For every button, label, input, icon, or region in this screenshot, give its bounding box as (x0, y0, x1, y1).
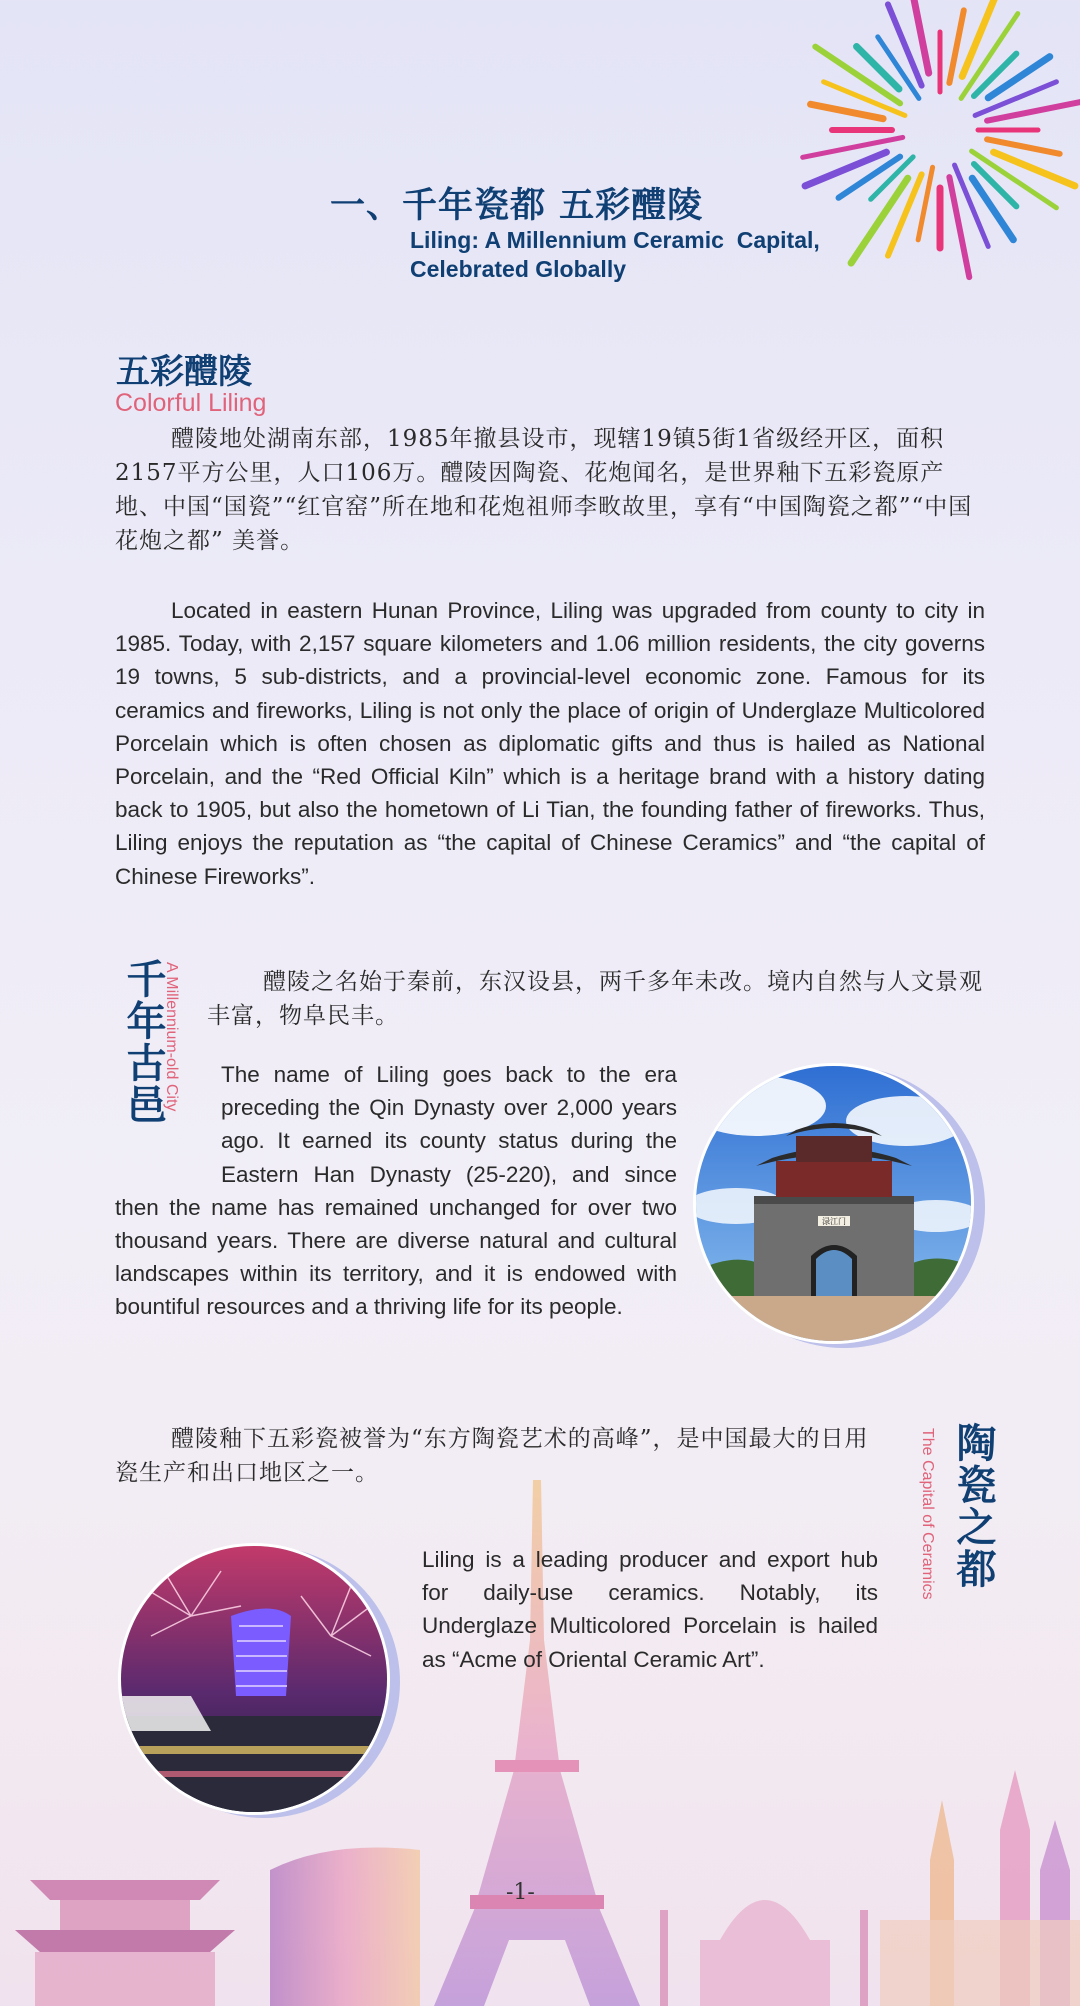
intro-paragraph-en: Located in eastern Hunan Province, Liling was upgraded from county to city in 1985. Today, with 2,157 square kilometers and 1.06 million residents, the city governs 19 towns, 5 sub-districts, and a provincial-level economic zone. Famous for its ceramics and fireworks, Liling is not only the place of origin of Underglaze Multicolored Porcelain which is often chosen as diplomatic gifts and thus is hailed as National Porcelain, and the “Red Official Kiln” which is a heritage brand with a history dating back to 1905, but also the hometown of Li Tian, the founding father of fireworks. Thus, Liling enjoys the reputation as “the capital of Chinese Ceramics” and “the capital of Chinese Fireworks”. (115, 598, 985, 889)
firework-petal (972, 178, 1013, 240)
gate-plaque: 渌江门 (822, 1217, 846, 1226)
fireworks-photo (118, 1543, 390, 1815)
section-title-colorful-liling: 五彩醴陵 (116, 352, 252, 392)
section-title-millennium-city: 千年古邑 (120, 958, 166, 1126)
section-subtitle-ceramics-capital: The Capital of Ceramics (919, 1428, 936, 1600)
page-subtitle: Liling: A Millennium Ceramic Capital, Celebrated Globally (410, 227, 820, 282)
section-subtitle-colorful-liling: Colorful Liling (115, 389, 267, 417)
firework-petal (988, 57, 1050, 98)
city-gate-illustration (696, 1066, 971, 1341)
firework-petal (962, 0, 996, 76)
section-title-ceramics-capital: 陶瓷之都 (950, 1422, 996, 1590)
city-gate-photo (693, 1063, 974, 1344)
firework-petal (811, 104, 884, 118)
fireworks-illustration (121, 1546, 387, 1812)
history-paragraph-en: The name of Liling goes back to the era preceding the Qin Dynasty over 2,000 years ago. It earned its county status during the Eastern Han Dynasty (25-220), and since then the name has remained unchanged for over two thousand years. There are diverse natural and cultural landscapes within its territory, and it is endowed with bountiful resources and a thriving life for its people. (115, 1062, 677, 1320)
intro-paragraph-zh: 醴陵地处湖南东部，1985年撤县设市，现辖19镇5街1省级经开区，面积2157平方公里，人口106万。醴陵因陶瓷、花炮闻名，是世界釉下五彩瓷原产地、中国“国瓷”“红官窑”所在地和花炮祖师李畋故里，享有“中国陶瓷之都”“中国花炮之都” 美誉。 (115, 426, 973, 554)
firework-petal (805, 152, 886, 186)
history-paragraph-zh: 醴陵之名始于秦前，东汉设县，两千多年未改。境内自然与人文景观丰富，物阜民丰。 (207, 969, 983, 1029)
page-number: -1- (506, 1880, 535, 1905)
firework-petal (994, 152, 1075, 186)
ceramics-paragraph-en: Liling is a leading producer and export hub for daily-use ceramics. Notably, its Underglaze Multicolored Porcelain is hailed as “Acme of Oriental Ceramic Art”. (422, 1547, 878, 1672)
ceramics-paragraph-zh: 醴陵釉下五彩瓷被誉为“东方陶瓷艺术的高峰”，是中国最大的日用瓷生产和出口地区之一。 (115, 1426, 869, 1486)
firework-petal (857, 47, 899, 89)
section-subtitle-millennium-city: A Millennium-old City (163, 962, 180, 1112)
page-title: 一、千年瓷都 五彩醴陵 (330, 186, 704, 226)
